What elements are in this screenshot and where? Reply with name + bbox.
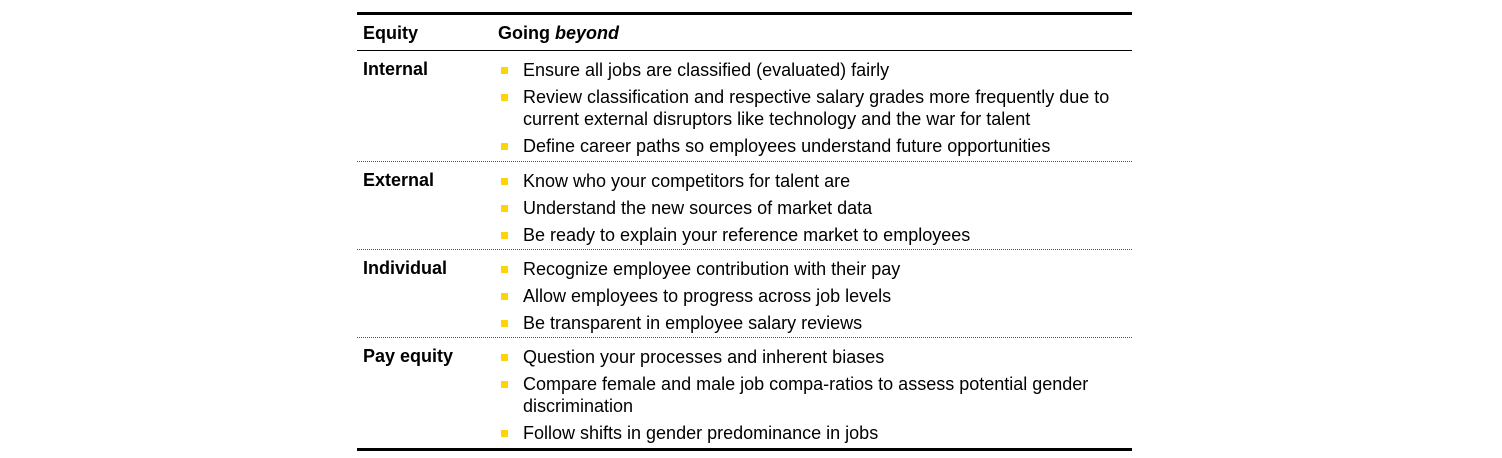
- list-item: Ensure all jobs are classified (evaluated) fairly: [498, 59, 1133, 81]
- bullet-icon: [501, 205, 508, 212]
- list-item: Be ready to explain your reference market to employees: [498, 224, 1133, 246]
- bullet-icon: [501, 178, 508, 185]
- row-label-internal: Internal: [363, 59, 429, 79]
- bullet-icon: [501, 354, 508, 361]
- header-going: Going: [498, 23, 555, 43]
- list-item: Allow employees to progress across job levels: [498, 285, 1133, 307]
- header-equity: Equity: [363, 23, 419, 43]
- bullet-icon: [501, 67, 508, 74]
- list-item: Recognize employee contribution with their pay: [498, 258, 1133, 280]
- bullet-icon: [501, 94, 508, 101]
- table-header: [357, 15, 1132, 51]
- header-beyond: beyond: [555, 23, 620, 43]
- equity-table: [357, 12, 1132, 451]
- list-item: Follow shifts in gender predominance in jobs: [498, 422, 1133, 444]
- bullet-icon: [501, 143, 508, 150]
- bullet-icon: [501, 232, 508, 239]
- bullet-icon: [501, 266, 508, 273]
- table-row: [357, 338, 1132, 448]
- header-going-beyond: [498, 23, 619, 44]
- list-item: Define career paths so employees understand future opportunities: [498, 135, 1133, 157]
- table-row: [357, 51, 1132, 162]
- row-label-individual: Individual: [363, 258, 448, 278]
- list-item: Be transparent in employee salary reviews: [498, 312, 1133, 334]
- table-row: [357, 250, 1132, 338]
- list-item: Question your processes and inherent biases: [498, 346, 1133, 368]
- bullet-icon: [501, 293, 508, 300]
- row-label-external: External: [363, 170, 435, 190]
- bullet-icon: [501, 430, 508, 437]
- table-row: [357, 162, 1132, 250]
- bullet-icon: [501, 381, 508, 388]
- list-item: Compare female and male job compa-ratios to assess potential gender discrimination: [498, 373, 1133, 417]
- list-item: Know who your competitors for talent are: [498, 170, 1133, 192]
- bottom-rule: [357, 448, 1132, 451]
- bullet-icon: [501, 320, 508, 327]
- list-item: Understand the new sources of market data: [498, 197, 1133, 219]
- row-label-pay-equity: Pay equity: [363, 346, 454, 366]
- list-item: Review classification and respective salary grades more frequently due to current external disruptors like technology and the war for talent: [498, 86, 1133, 130]
